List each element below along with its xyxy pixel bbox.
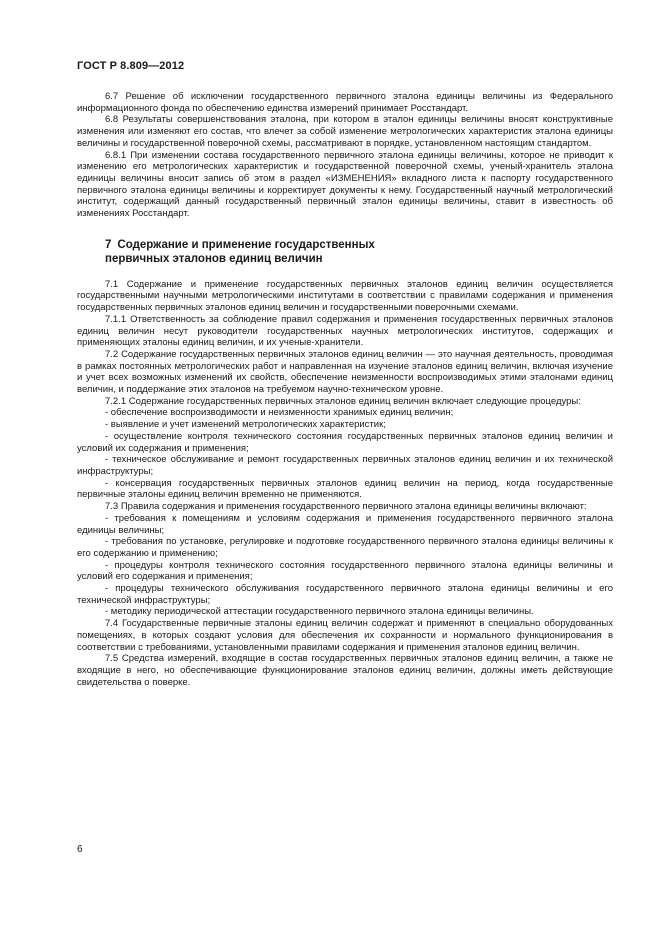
list-item: - техническое обслуживание и ремонт государственных первичных эталонов единиц величин и их технической инфраструктуры; (77, 454, 613, 477)
list-item: - обеспечение воспроизводимости и неизменности хранимых единиц величин; (105, 407, 454, 419)
section-title-line2: первичных эталонов единиц величин (105, 253, 323, 266)
clause-7-2-1: 7.2.1 Содержание государственных первичных эталонов единиц величин включает следующие процедуры: (105, 395, 581, 407)
clause-7-5: 7.5 Средства измерений, входящие в состав государственных первичных эталонов единиц величин, а также не входящие в него, но обеспечивающие функционирование эталонов единиц величин, должны иметь действующие свидетельства о поверке. (77, 653, 613, 688)
section-number: 7 (105, 238, 112, 251)
clause-7-2: 7.2 Содержание государственных первичных эталонов единиц величин — это научная деятельность, проводимая в рамках постоянных метрологических работ и направленная на изучение эталонов единиц величин, включая изучение и учет всех возможных изменений их свойств, обеспечение неизменности воспроизводимых этими эталонами единиц величин, и поддержание этих эталонов на требуемом научно-техническом уровне. (77, 348, 613, 396)
clause-7-1: 7.1 Содержание и применение государственных первичных эталонов единиц величин осуществляется государственными научными метрологическими институтами в соответствии с правилами содержания и применения государственных первичных эталонов единиц величин и государственными поверочными схемами. (77, 278, 613, 314)
document-header: ГОСТ Р 8.809—2012 (77, 60, 185, 72)
section-heading (77, 238, 613, 267)
list-item: - осуществление контроля технического состояния государственных первичных эталонов единиц величин и условий их содержания и применения; (77, 430, 613, 454)
list-item: - требования по установке, регулировке и подготовке государственного первичного эталона единицы величины к его содержанию и применению; (77, 536, 613, 559)
list-item: - процедуры контроля технического состояния государственного первичного эталона единицы величины и условий его содержания и применения; (77, 559, 613, 583)
clause-6-8-1: 6.8.1 При изменении состава государственного первичного эталона единицы величины, которое не приводит к изменению его метрологических характеристик и государственной поверочной схемы, ученый-хранитель эталона единицы величины вносит запись об этом в раздел «ИЗМЕНЕНИЯ» вкладного листа к паспорту государственного первичного эталона единицы величины и корректирует документы к нему. Государственный научный метрологический институт, содержащий данный государственный первичный эталон единицы величины, ставит в известность об изменениях Росстандарт. (77, 149, 613, 220)
section-title-line1: Содержание и применение государственных (117, 238, 375, 251)
list-item: - методику периодической аттестации государственного первичного эталона единицы величины. (105, 606, 534, 618)
clause-7-4: 7.4 Государственные первичные эталоны единиц величин содержат и применяют в специально оборудованных помещениях, в которых создают условия для обеспечения их сохранности и нормального функционирования в соответствии с требованиями, установленными правилами содержания и применения эталонов единиц величин. (77, 618, 613, 653)
list-item: - консервация государственных первичных эталонов единиц величин на период, когда государственные первичные эталоны единиц величин временно не применяются. (77, 477, 613, 501)
section-heading-line1 (105, 238, 613, 253)
list-item: - выявление и учет изменений метрологических характеристик; (105, 419, 386, 431)
list-item: - процедуры технического обслуживания государственного первичного эталона единицы величины и его технической инфраструктуры; (77, 583, 613, 606)
clause-6-8: 6.8 Результаты совершенствования эталона, при котором в эталон единицы величины вносят конструктивные изменения или изменяют его состав, что влечет за собой изменение метрологических характеристик эталона единицы величины и государственной поверочной схемы, рассматривают в порядке, установленном настоящим стандартом. (77, 114, 613, 149)
page-number: 6 (77, 844, 83, 855)
clause-7-1-1: 7.1.1 Ответственность за соблюдение правил содержания и применения государственных первичных эталонов единиц величин несут руководители государственных научных метрологических институтов, содержащих и применяющих эталоны единиц величин, и их ученые-хранители. (77, 313, 613, 349)
list-item: - требования к помещениям и условиям содержания и применения государственного первичного эталона единицы величины; (77, 512, 613, 536)
clause-6-7: 6.7 Решение об исключении государственного первичного эталона единицы величины из Федерального информационного фонда по обеспечению единства измерений принимает Росстандарт. (77, 91, 613, 114)
clause-7-3: 7.3 Правила содержания и применения государственного первичного эталона единицы величины включают: (105, 501, 587, 513)
document-body (77, 91, 613, 688)
